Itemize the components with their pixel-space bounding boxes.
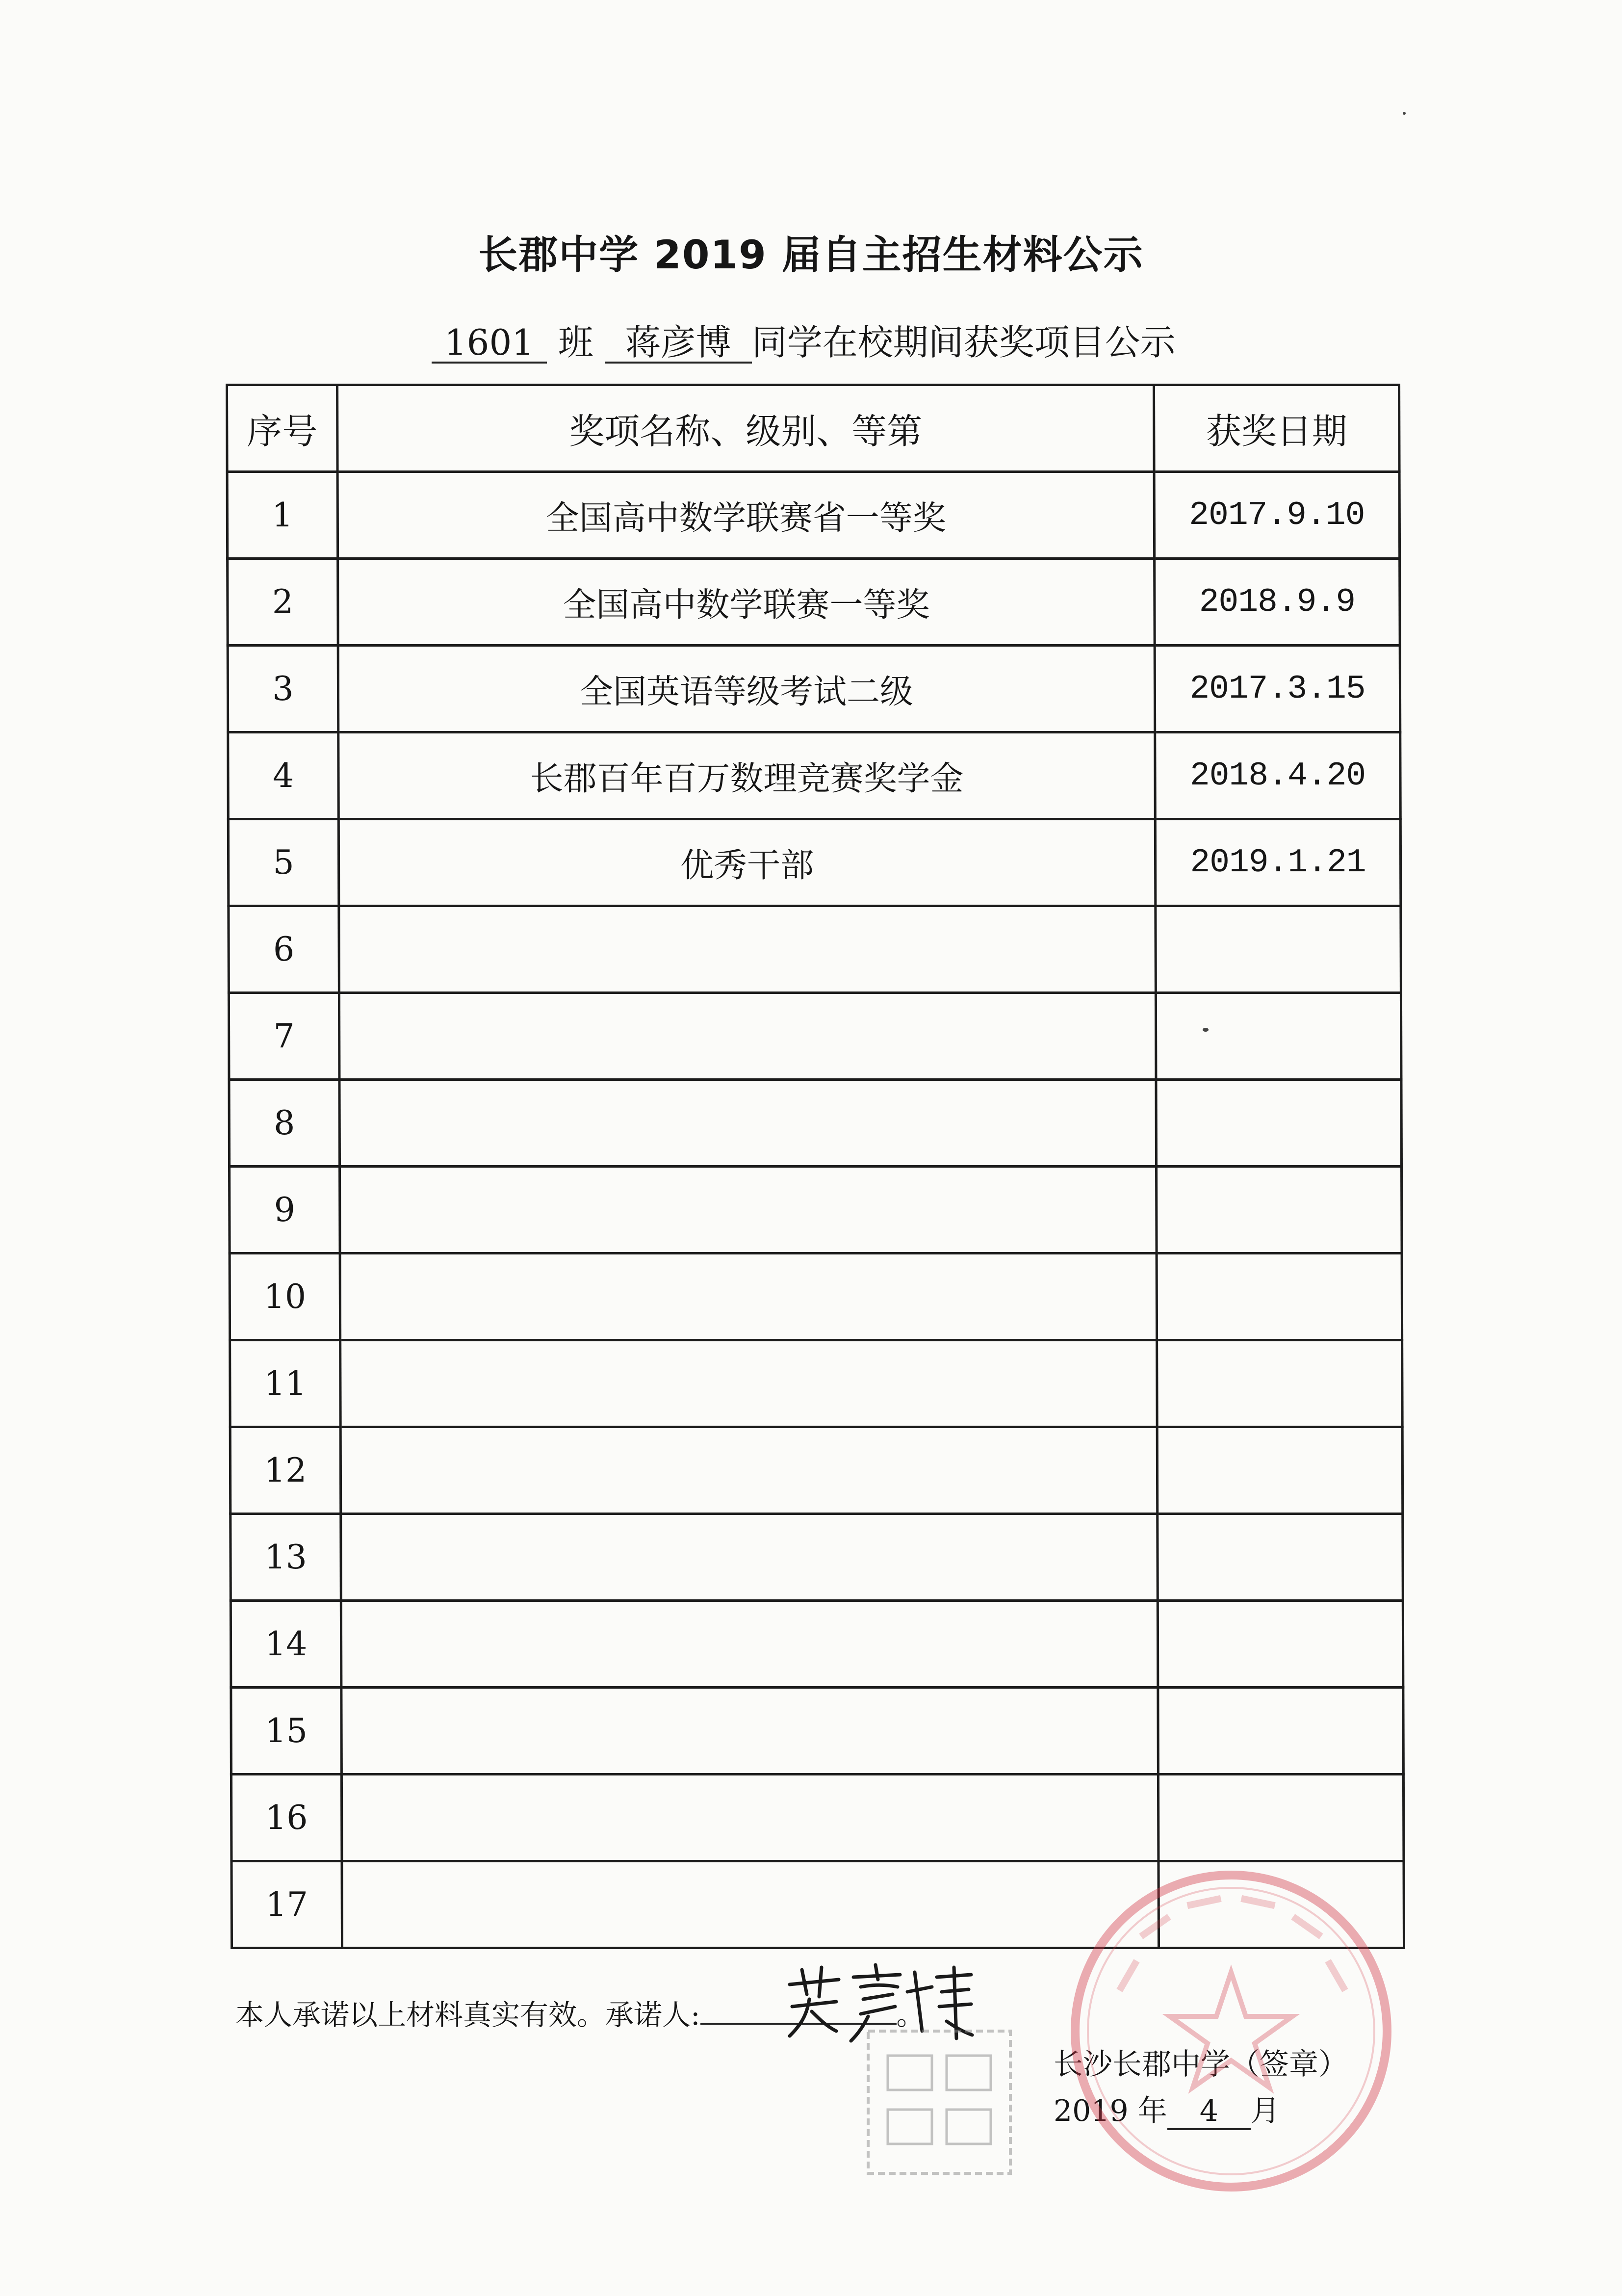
table-row bbox=[229, 906, 1401, 993]
row-number-cell: 17 bbox=[232, 1861, 342, 1948]
table-row bbox=[231, 1514, 1403, 1601]
row-number-cell: 5 bbox=[228, 819, 339, 906]
award-name-cell: 全国高中数学联赛一等奖 bbox=[338, 559, 1155, 646]
pledge-text: 本人承诺以上材料真实有效。承诺人: bbox=[235, 1998, 700, 2032]
award-name-cell bbox=[341, 1774, 1159, 1861]
header-award-name: 奖项名称、级别、等第 bbox=[337, 385, 1155, 472]
student-name-field: 蒋彦博 bbox=[605, 324, 752, 364]
award-name-cell bbox=[339, 906, 1156, 993]
row-number-cell: 2 bbox=[228, 559, 338, 646]
table-row bbox=[229, 993, 1401, 1080]
document-subtitle bbox=[432, 314, 1176, 365]
table-row bbox=[228, 819, 1401, 906]
table-row bbox=[231, 1601, 1403, 1688]
award-date-cell bbox=[1156, 1080, 1402, 1167]
school-signature-label: 长沙长郡中学（签章） bbox=[1054, 2047, 1348, 2082]
subtitle-suffix: 同学在校期间获奖项目公示 bbox=[751, 322, 1176, 363]
table-row bbox=[228, 646, 1400, 732]
table-row bbox=[228, 732, 1401, 819]
row-number-cell: 9 bbox=[230, 1167, 340, 1253]
award-name-cell bbox=[340, 1427, 1158, 1514]
row-number-cell: 12 bbox=[230, 1427, 341, 1514]
award-name-cell bbox=[340, 1253, 1157, 1340]
row-number-cell: 11 bbox=[230, 1340, 341, 1427]
award-rows bbox=[227, 472, 1404, 1948]
award-name-cell: 长郡百年百万数理竞赛奖学金 bbox=[338, 732, 1156, 819]
award-date-cell: 2018.9.9 bbox=[1155, 559, 1400, 646]
date-year-word: 年 bbox=[1137, 2094, 1167, 2128]
row-number-cell: 3 bbox=[228, 646, 338, 732]
award-date-cell bbox=[1157, 1253, 1402, 1340]
award-date-cell: 2019.1.21 bbox=[1155, 819, 1401, 906]
award-name-cell bbox=[339, 1080, 1157, 1167]
award-name-cell bbox=[341, 1601, 1158, 1688]
row-number-cell: 10 bbox=[230, 1253, 340, 1340]
award-name-cell: 优秀干部 bbox=[338, 819, 1156, 906]
row-number-cell: 14 bbox=[231, 1601, 341, 1688]
school-seal-stamp bbox=[1064, 1864, 1398, 2198]
table-row bbox=[230, 1340, 1403, 1427]
row-number-cell: 15 bbox=[231, 1688, 342, 1774]
table-row bbox=[231, 1688, 1404, 1774]
award-date-cell bbox=[1158, 1514, 1403, 1601]
award-date-cell bbox=[1158, 1601, 1403, 1688]
table-row bbox=[230, 1253, 1402, 1340]
table-row bbox=[230, 1167, 1402, 1253]
award-name-cell bbox=[339, 993, 1156, 1080]
award-name-cell bbox=[342, 1861, 1159, 1948]
award-name-cell: 全国高中数学联赛省一等奖 bbox=[337, 472, 1155, 559]
row-number-cell: 6 bbox=[229, 906, 339, 993]
ink-speck bbox=[1403, 112, 1406, 115]
date-month-word: 月 bbox=[1250, 2094, 1280, 2128]
header-award-date: 获奖日期 bbox=[1154, 385, 1400, 472]
table-row bbox=[231, 1774, 1404, 1861]
award-date-cell: 2017.3.15 bbox=[1155, 646, 1400, 732]
row-number-cell: 13 bbox=[231, 1514, 341, 1601]
award-date-cell bbox=[1157, 1427, 1403, 1514]
row-number-cell: 16 bbox=[231, 1774, 342, 1861]
table-row bbox=[228, 559, 1400, 646]
award-date-cell: 2017.9.10 bbox=[1154, 472, 1400, 559]
class-word: 班 bbox=[558, 322, 593, 363]
row-number-cell: 8 bbox=[229, 1080, 340, 1167]
document-title: 长郡中学 2019 届自主招生材料公示 bbox=[478, 232, 1144, 278]
award-date-cell bbox=[1157, 1167, 1402, 1253]
award-date-cell bbox=[1158, 1774, 1404, 1861]
date-year: 2019 bbox=[1054, 2094, 1129, 2128]
award-name-cell bbox=[340, 1340, 1158, 1427]
award-date-cell bbox=[1157, 1340, 1403, 1427]
row-number-cell: 4 bbox=[228, 732, 339, 819]
awards-table bbox=[226, 384, 1405, 1949]
award-date-cell bbox=[1156, 993, 1401, 1080]
pledge-end: 。 bbox=[896, 1998, 925, 2032]
table-header-row bbox=[227, 385, 1400, 472]
class-number-field: 1601 bbox=[432, 324, 547, 364]
award-date-cell bbox=[1156, 906, 1401, 993]
award-name-cell bbox=[340, 1167, 1157, 1253]
table-row bbox=[227, 472, 1400, 559]
row-number-cell: 1 bbox=[227, 472, 338, 559]
award-name-cell bbox=[341, 1688, 1159, 1774]
award-name-cell bbox=[341, 1514, 1158, 1601]
date-month: 4 bbox=[1167, 2094, 1251, 2130]
ink-speck bbox=[1203, 1028, 1209, 1032]
table-row bbox=[230, 1427, 1403, 1514]
award-date-cell bbox=[1158, 1688, 1404, 1774]
header-no: 序号 bbox=[227, 385, 338, 472]
row-number-cell: 7 bbox=[229, 993, 339, 1080]
award-date-cell: 2018.4.20 bbox=[1155, 732, 1401, 819]
seal-impression bbox=[858, 2021, 1020, 2183]
award-name-cell: 全国英语等级考试二级 bbox=[338, 646, 1155, 732]
table-row bbox=[229, 1080, 1402, 1167]
